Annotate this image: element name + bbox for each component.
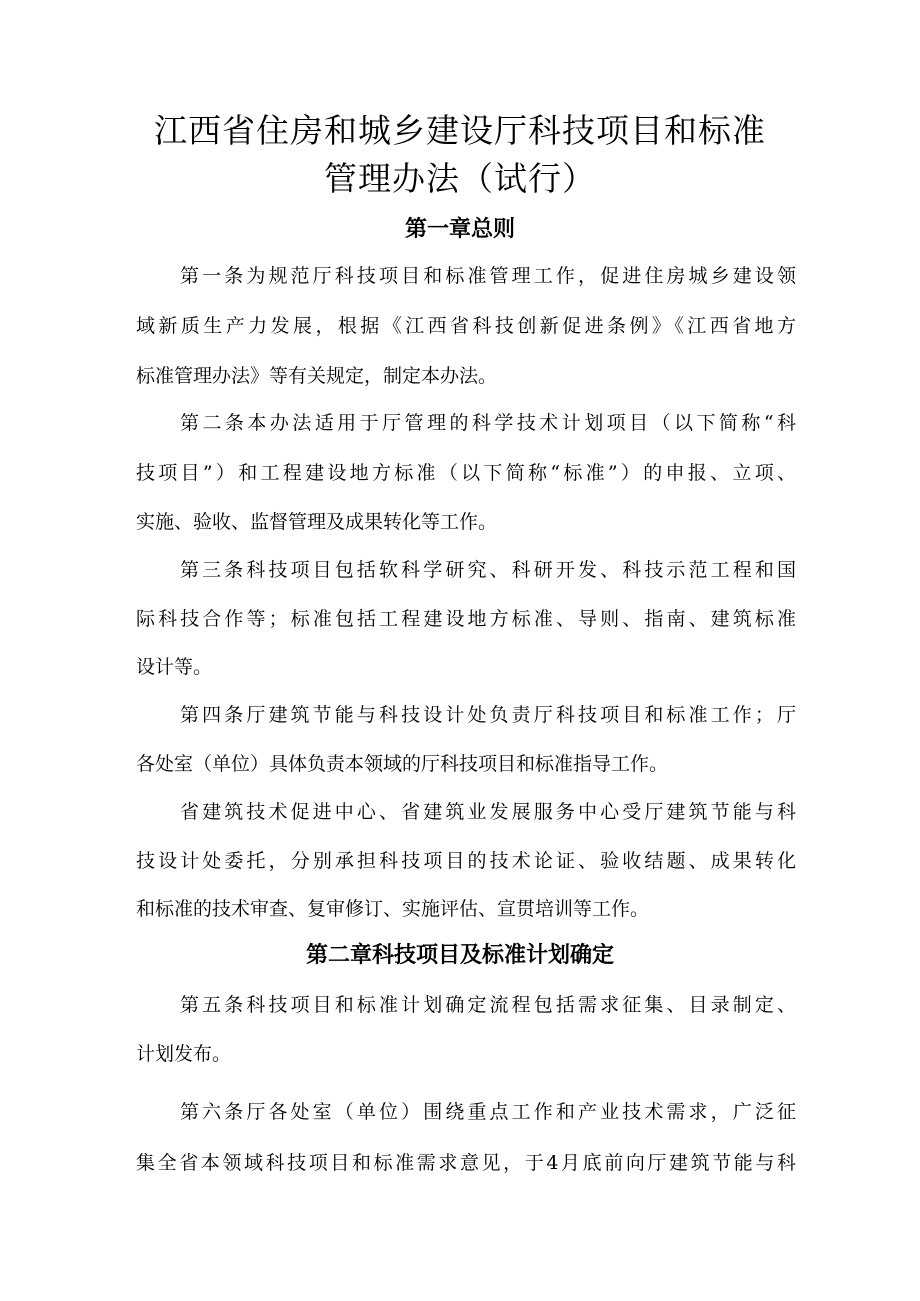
paragraph-line: 际科技合作等；标准包括工程建设地方标准、导则、指南、建筑标准: [136, 608, 796, 630]
paragraph-line: 各处室（单位）具体负责本领域的厅科技项目和标准指导工作。: [136, 753, 669, 775]
paragraph-line: 技项目”）和工程建设地方标准（以下简称“标准”）的申报、立项、: [136, 462, 796, 484]
paragraph-line: 第二条本办法适用于厅管理的科学技术计划项目（以下简称“科: [180, 412, 796, 434]
paragraph-line: 和标准的技术审查、复审修订、实施评估、宣贯培训等工作。: [136, 898, 650, 920]
paragraph-line: 集全省本领域科技项目和标准需求意见，于4月底前向厅建筑节能与科: [136, 1152, 796, 1174]
paragraph-line: 计划发布。: [136, 1043, 232, 1065]
paragraph-line: 第三条科技项目包括软科学研究、科研开发、科技示范工程和国: [180, 559, 796, 581]
chapter-heading-2: 第二章科技项目及标准计划确定: [305, 943, 614, 968]
paragraph-line: 第一条为规范厅科技项目和标准管理工作，促进住房城乡建设领: [180, 265, 796, 287]
chapter-heading-1: 第一章总则: [404, 217, 515, 242]
paragraph-line: 第四条厅建筑节能与科技设计处负责厅科技项目和标准工作；厅: [180, 704, 796, 726]
document-title-line-2: 管理办法（试行）: [324, 159, 596, 198]
paragraph-line: 技设计处委托，分别承担科技项目的技术论证、验收结题、成果转化: [136, 850, 796, 872]
paragraph-line: 实施、验收、监督管理及成果转化等工作。: [136, 511, 498, 533]
paragraph-line: 省建筑技术促进中心、省建筑业发展服务中心受厅建筑节能与科: [180, 801, 796, 823]
paragraph-line: 设计等。: [136, 656, 213, 678]
document-title-line-1: 江西省住房和城乡建设厅科技项目和标准: [154, 111, 766, 150]
paragraph-line: 第五条科技项目和标准计划确定流程包括需求征集、目录制定、: [180, 994, 796, 1016]
paragraph-line: 标准管理办法》等有关规定，制定本办法。: [136, 365, 498, 387]
paragraph-line: 第六条厅各处室（单位）围绕重点工作和产业技术需求，广泛征: [180, 1101, 796, 1123]
paragraph-line: 域新质生产力发展，根据《江西省科技创新促进条例》《江西省地方: [136, 315, 796, 337]
